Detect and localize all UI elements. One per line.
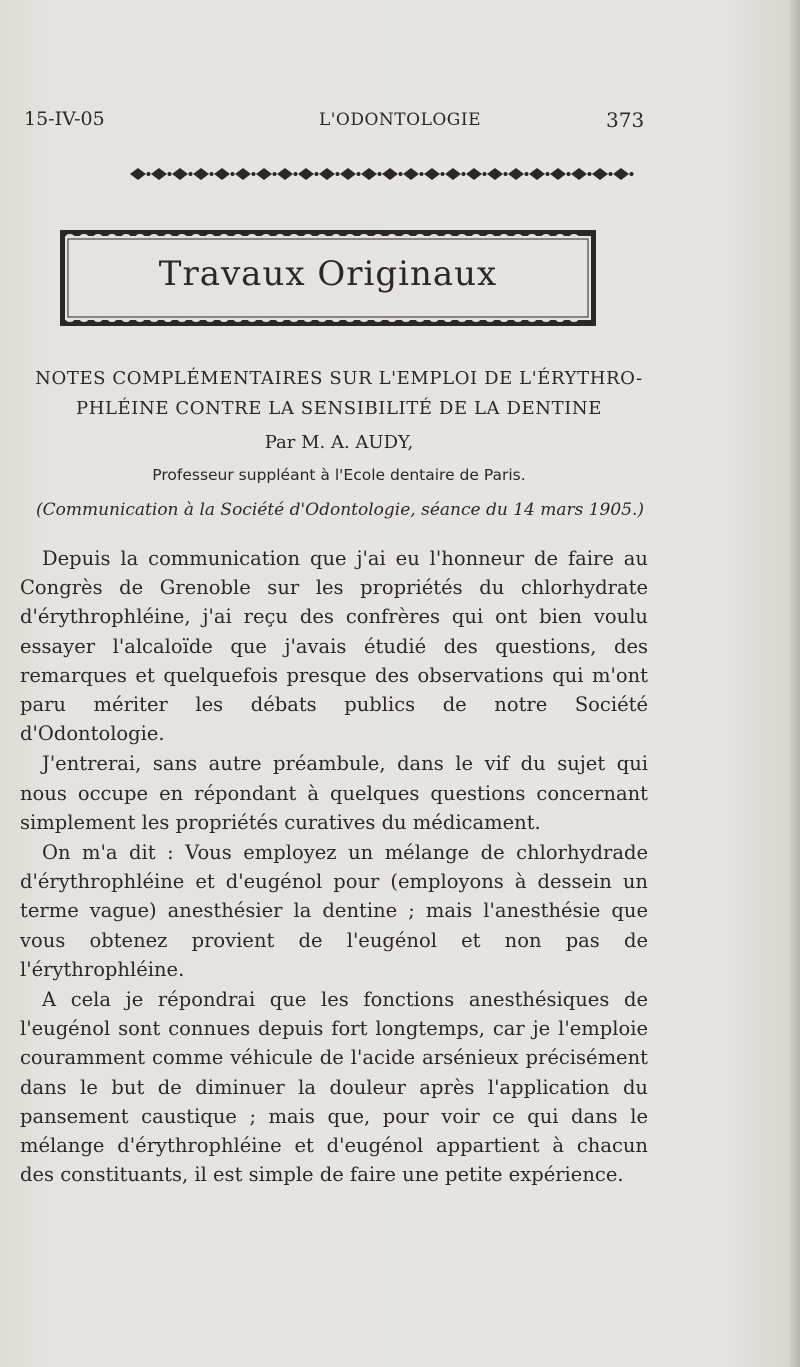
section-title: Travaux Originaux (158, 254, 498, 294)
banner-scallop (178, 234, 186, 238)
ornament-dot (378, 172, 382, 176)
banner-scallop (108, 318, 116, 322)
banner-scallop (234, 318, 242, 322)
banner-scallop (542, 234, 550, 238)
banner-scallop (178, 318, 186, 322)
ornament-diamond (592, 168, 608, 180)
ornament-dot (315, 172, 319, 176)
section-banner (58, 228, 598, 328)
banner-scallop (528, 318, 536, 322)
banner-scallop (360, 234, 368, 238)
banner-scallop (332, 234, 340, 238)
ornament-diamond (340, 168, 356, 180)
banner-scallop (472, 318, 480, 322)
ornament-diamond (235, 168, 251, 180)
banner-scallop (430, 318, 438, 322)
banner-scallop (206, 318, 214, 322)
running-header (0, 106, 800, 140)
banner-scallop (500, 234, 508, 238)
ornament-diamond (445, 168, 461, 180)
banner-scallop (528, 234, 536, 238)
banner-scallop (514, 318, 522, 322)
banner-scallop (374, 318, 382, 322)
ornament-dot (399, 172, 403, 176)
page-edge (790, 0, 800, 1367)
ornament-dot (273, 172, 277, 176)
banner-scallop (234, 234, 242, 238)
article-title-line-2: PHLÉINE CONTRE LA SENSIBILITÉ DE LA DENTINE (75, 398, 603, 419)
ornament-diamond (382, 168, 398, 180)
banner-scallop (276, 318, 284, 322)
banner-scallop (164, 318, 172, 322)
banner-scallop (80, 318, 88, 322)
banner-scallop (290, 234, 298, 238)
banner-scallop (570, 234, 578, 238)
banner-scallop (486, 234, 494, 238)
banner-scallop (220, 234, 228, 238)
banner-scallop (304, 234, 312, 238)
paragraph: On m'a dit : Vous employez un mélange de chlorhydrade d'érythrophléine et d'eugénol pour (employons à dessein un terme vague) anesthésier la dentine ; mais l'anesthésie que vous obtenez provient de l'eugénol et non pas de l'érythrophléine. (20, 841, 648, 981)
banner-scallop (402, 318, 410, 322)
ornament-diamond (403, 168, 419, 180)
banner-scallop (150, 318, 158, 322)
journal-title: L'ODONTOLOGIE (318, 110, 482, 130)
ornament-diamond (424, 168, 440, 180)
banner-scallop (360, 318, 368, 322)
ornament-dot (147, 172, 151, 176)
ornament-dot (252, 172, 256, 176)
ornament-dot (567, 172, 571, 176)
banner-scallop (108, 234, 116, 238)
banner-scallop (556, 234, 564, 238)
banner-scallop (94, 318, 102, 322)
banner-scallop (262, 318, 270, 322)
ornament-diamond (550, 168, 566, 180)
banner-scallop (248, 234, 256, 238)
ornament-diamond (571, 168, 587, 180)
ornament-dot (588, 172, 592, 176)
ornament-diamond (613, 168, 629, 180)
ornament-diamond (214, 168, 230, 180)
decorative-rule-ornament (128, 166, 634, 182)
ornament-diamond (508, 168, 524, 180)
banner-scallop (542, 318, 550, 322)
ornament-dot (630, 172, 634, 176)
banner-scallop (136, 234, 144, 238)
ornament-diamond (256, 168, 272, 180)
banner-scallop (388, 234, 396, 238)
ornament-dot (336, 172, 340, 176)
paragraph: A cela je répondrai que les fonctions anesthésiques de l'eugénol sont connues depuis fort longtemps, car je l'emploie couramment comme véhicule de l'acide arsénieux précisément dans le but de diminuer la douleur après l'application du pansement caustique ; mais que, pour voir ce qui dans le mélange d'érythrophléine et d'eugénol appartient à chacun des constituants, il est simple de faire une petite expérience. (20, 988, 648, 1187)
banner-scallop (346, 318, 354, 322)
banner-scallop (122, 234, 130, 238)
ornament-diamond (130, 168, 146, 180)
banner-scallop (318, 318, 326, 322)
banner-scallop (556, 318, 564, 322)
ornament-dot (189, 172, 193, 176)
ornament-dot (462, 172, 466, 176)
page-number: 373 (606, 108, 645, 132)
ornament-dot (525, 172, 529, 176)
ornament-diamond (151, 168, 167, 180)
banner-scallop (220, 318, 228, 322)
banner-scallop (94, 234, 102, 238)
banner-scallop (206, 234, 214, 238)
banner-scallop (164, 234, 172, 238)
banner-scallop (304, 318, 312, 322)
banner-scallop (332, 318, 340, 322)
banner-scallop (276, 234, 284, 238)
ornament-diamond (277, 168, 293, 180)
banner-scallop (430, 234, 438, 238)
banner-scallop (192, 234, 200, 238)
ornament-diamond (172, 168, 188, 180)
banner-scallop (388, 318, 396, 322)
article-title-line-1: NOTES COMPLÉMENTAIRES SUR L'EMPLOI DE L'ÉRYTHRO- (35, 368, 643, 389)
ornament-diamond (319, 168, 335, 180)
ornament-diamond (529, 168, 545, 180)
banner-scallop (346, 234, 354, 238)
author-affiliation: Professeur suppléant à l'Ecole dentaire de Paris. (152, 466, 526, 484)
ornament-dot (441, 172, 445, 176)
ornament-dot (210, 172, 214, 176)
article-body (20, 544, 648, 1189)
banner-scallop (402, 234, 410, 238)
ornament-dot (546, 172, 550, 176)
ornament-dot (231, 172, 235, 176)
banner-scallop (444, 318, 452, 322)
ornament-dot (357, 172, 361, 176)
ornament-diamond (487, 168, 503, 180)
ornament-dot (483, 172, 487, 176)
communication-note: (Communication à la Société d'Odontologie, séance du 14 mars 1905.) (35, 500, 645, 520)
banner-scallop (374, 234, 382, 238)
ornament-dot (420, 172, 424, 176)
banner-scallop (66, 318, 74, 322)
banner-scallop (66, 234, 74, 238)
ornament-dot (609, 172, 613, 176)
ornament-diamond (193, 168, 209, 180)
banner-scallop (248, 318, 256, 322)
ornament-dot (168, 172, 172, 176)
banner-scallop (290, 318, 298, 322)
paragraph: Depuis la communication que j'ai eu l'honneur de faire au Congrès de Grenoble sur les propriétés du chlorhydrate d'érythrophléine, j'ai reçu des confrères qui ont bien voulu essayer l'alcaloïde que j'avais étudié des questions, des remarques et quelquefois presque des observations qui m'ont paru mériter les débats publics de notre Société d'Odontologie. (20, 547, 648, 746)
banner-scallop (318, 234, 326, 238)
banner-scallop (192, 318, 200, 322)
banner-scallop (472, 234, 480, 238)
banner-scallop (416, 318, 424, 322)
ornament-dot (294, 172, 298, 176)
banner-scallop (444, 234, 452, 238)
ornament-diamond (361, 168, 377, 180)
banner-scallop (136, 318, 144, 322)
banner-scallop (570, 318, 578, 322)
ornament-dot (504, 172, 508, 176)
issue-date: 15-IV-05 (24, 108, 105, 130)
banner-scallop (514, 234, 522, 238)
banner-scallop (150, 234, 158, 238)
banner-scallop (262, 234, 270, 238)
banner-scallop (458, 234, 466, 238)
ornament-diamond (298, 168, 314, 180)
banner-scallop (500, 318, 508, 322)
banner-scallop (458, 318, 466, 322)
author-byline: Par M. A. AUDY, (264, 432, 414, 453)
paragraph: J'entrerai, sans autre préambule, dans le vif du sujet qui nous occupe en répondant à quelques questions concernant simplement les propriétés curatives du médicament. (20, 752, 648, 834)
banner-scallop (486, 318, 494, 322)
banner-scallop (416, 234, 424, 238)
banner-scallop (122, 318, 130, 322)
ornament-diamond (466, 168, 482, 180)
banner-scallop (80, 234, 88, 238)
